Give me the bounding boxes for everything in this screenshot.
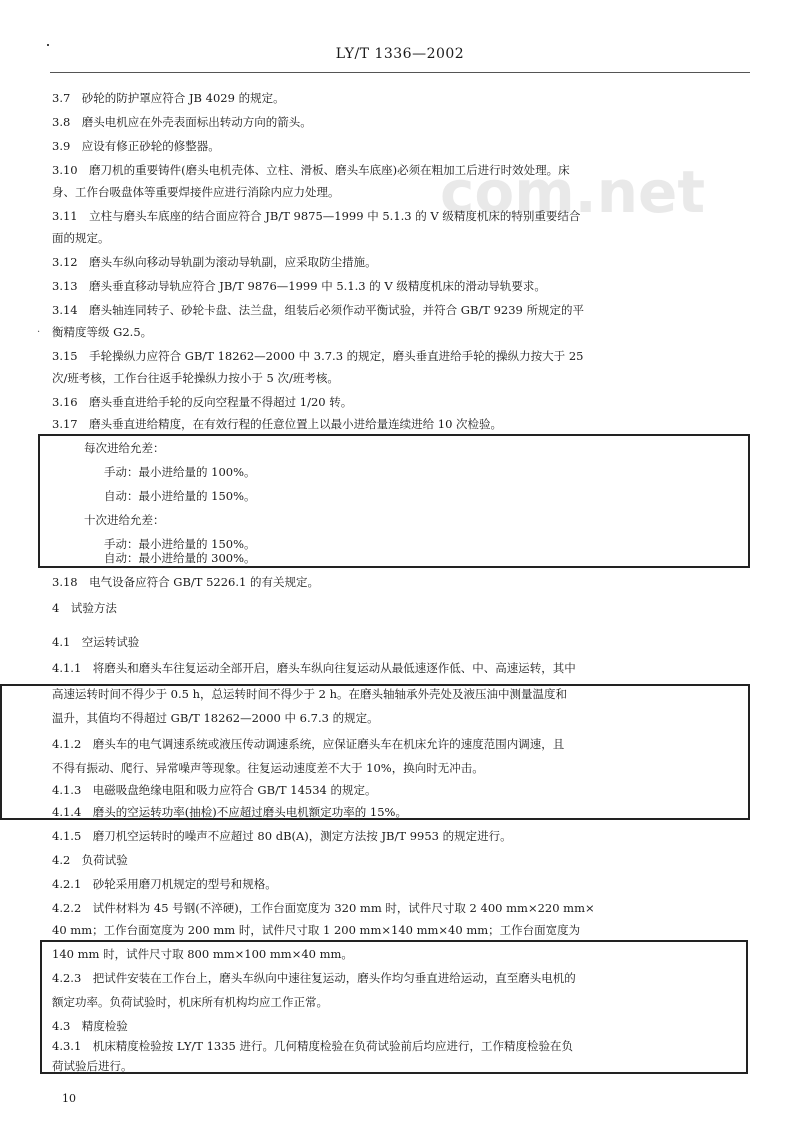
text-line: 额定功率。负荷试验时，机床所有机构均应工作正常。 [52, 995, 328, 1009]
text-line: 4.1.4 磨头的空运转功率(抽检)不应超过磨头电机额定功率的 15%。 [52, 805, 407, 819]
text-line: 手动：最小进给量的 150%。 [104, 537, 256, 551]
subsection-heading: 4.2 负荷试验 [52, 853, 128, 867]
text-line: 4.1.5 磨刀机空运转时的噪声不应超过 80 dB(A)，测定方法按 JB/T 9953 的规定进行。 [52, 829, 512, 843]
header-rule [50, 72, 750, 73]
text-line: 4.2.3 把试件安装在工作台上，磨头车纵向中速往复运动，磨头作均匀垂直进给运动，直至磨头电机的 [52, 971, 576, 985]
margin-mark: · [37, 327, 41, 338]
text-line: 十次进给允差： [84, 513, 165, 527]
text-line: 3.10 磨刀机的重要铸件(磨头电机壳体、立柱、滑板、磨头车底座)必须在粗加工后进行时效处理。床 [52, 163, 570, 177]
text-line: 4.3.1 机床精度检验按 LY/T 1335 进行。几何精度检验在负荷试验前后均应进行，工作精度检验在负 [52, 1039, 574, 1053]
subsection-heading: 4.1 空运转试验 [52, 635, 140, 649]
text-line: 3.11 立柱与磨头车底座的结合面应符合 JB/T 9875—1999 中 5.1.3 的 V 级精度机床的特别重要结合 [52, 209, 581, 223]
text-line: 荷试验后进行。 [52, 1059, 133, 1073]
text-line: 3.13 磨头垂直移动导轨应符合 JB/T 9876—1999 中 5.1.3 的 V 级精度机床的滑动导轨要求。 [52, 279, 546, 293]
text-line: 身、工作台吸盘体等重要焊接件应进行消除内应力处理。 [52, 185, 340, 199]
text-line: 自动：最小进给量的 150%。 [104, 489, 256, 503]
text-line: 3.7 砂轮的防护罩应符合 JB 4029 的规定。 [52, 91, 285, 105]
section-heading: 4 试验方法 [52, 601, 117, 615]
text-line: 面的规定。 [52, 231, 110, 245]
text-line: 每次进给允差： [84, 441, 165, 455]
text-line: 3.16 磨头垂直进给手轮的反向空程量不得超过 1/20 转。 [52, 395, 353, 409]
watermark: com.net [440, 158, 706, 226]
text-line: 3.8 磨头电机应在外壳表面标出转动方向的箭头。 [52, 115, 312, 129]
text-line: 温升，其值均不得超过 GB/T 18262—2000 中 6.7.3 的规定。 [52, 711, 379, 725]
text-line: 次/班考核，工作台往返手轮操纵力按小于 5 次/班考核。 [52, 371, 339, 385]
text-line: 衡精度等级 G2.5。 [52, 325, 153, 339]
text-line: 4.2.1 砂轮采用磨刀机规定的型号和规格。 [52, 877, 277, 891]
text-line: 3.14 磨头轴连同转子、砂轮卡盘、法兰盘，组装后必须作动平衡试验，并符合 GB/T 9239 所规定的平 [52, 303, 585, 317]
text-line: 4.1.1 将磨头和磨头车往复运动全部开启，磨头车纵向往复运动从最低速逐作低、中、高速运转，其中 [52, 661, 576, 675]
standard-code-header: LY/T 1336—2002 [335, 46, 465, 62]
text-line: 3.12 磨头车纵向移动导轨副为滚动导轨副，应采取防尘措施。 [52, 255, 377, 269]
text-line: 3.17 磨头垂直进给精度，在有效行程的任意位置上以最小进给量连续进给 10 次检验。 [52, 417, 503, 431]
text-line: 自动：最小进给量的 300%。 [104, 551, 256, 565]
subsection-heading: 4.3 精度检验 [52, 1019, 128, 1033]
text-line: 不得有振动、爬行、异常噪声等现象。往复运动速度差不大于 10%，换向时无冲击。 [52, 761, 484, 775]
text-line: 手动：最小进给量的 100%。 [104, 465, 256, 479]
page-number: 10 [62, 1092, 76, 1105]
text-line: 3.18 电气设备应符合 GB/T 5226.1 的有关规定。 [52, 575, 319, 589]
text-line: 高速运转时间不得少于 0.5 h，总运转时间不得少于 2 h。在磨头轴轴承外壳处及液压油中测量温度和 [52, 687, 568, 701]
scan-dot [47, 44, 49, 46]
text-line: 3.9 应设有修正砂轮的修整器。 [52, 139, 220, 153]
text-line: 4.1.2 磨头车的电气调速系统或液压传动调速系统，应保证磨头车在机床允许的速度范围内调速，且 [52, 737, 565, 751]
text-line: 4.2.2 试件材料为 45 号钢(不淬硬)，工作台面宽度为 320 mm 时，试件尺寸取 2 400 mm×220 mm× [52, 901, 595, 915]
text-line: 40 mm；工作台面宽度为 200 mm 时，试件尺寸取 1 200 mm×140 mm×40 mm；工作台面宽度为 [52, 923, 581, 937]
text-line: 3.15 手轮操纵力应符合 GB/T 18262—2000 中 3.7.3 的规定，磨头垂直进给手轮的操纵力按大于 25 [52, 349, 584, 363]
text-line: 4.1.3 电磁吸盘绝缘电阻和吸力应符合 GB/T 14534 的规定。 [52, 783, 377, 797]
text-line: 140 mm 时，试件尺寸取 800 mm×100 mm×40 mm。 [52, 947, 353, 961]
